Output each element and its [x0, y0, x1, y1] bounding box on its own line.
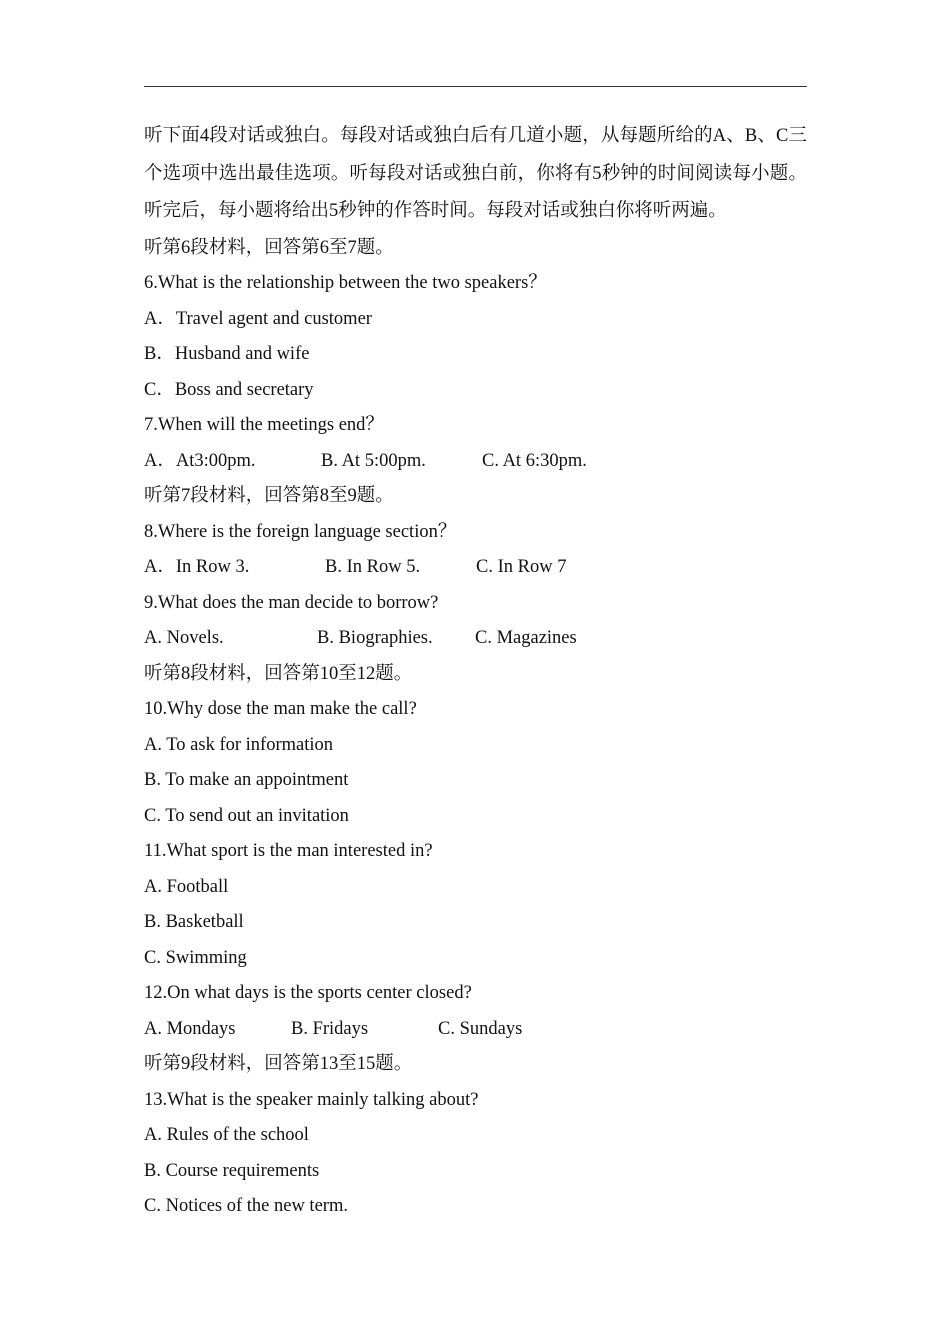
question-12-option-a: A. Mondays [144, 1018, 236, 1039]
question-9-option-c: C. Magazines [475, 628, 577, 648]
question-7-stem: 7.When will the meetings end？ [144, 415, 384, 435]
question-8-option-c: C. In Row 7 [476, 557, 567, 577]
question-7-options [144, 444, 807, 480]
question-11-stem: 11.What sport is the man interested in? [144, 841, 433, 861]
question-10-stem: 10.Why dose the man make the call? [144, 699, 417, 719]
question-9-option-b: B. Biographies. [317, 628, 433, 648]
question-13-option-a: A. Rules of the school [144, 1125, 309, 1145]
question-8-option-b: B. In Row 5. [325, 557, 421, 577]
question-12-option-b: B. Fridays [291, 1018, 369, 1039]
question-9-option-a: A. Novels. [144, 628, 224, 648]
question-12-option-c: C. Sundays [438, 1018, 523, 1039]
question-7-option-c: C. At 6:30pm. [482, 450, 587, 471]
question-8-option-a: A．In Row 3. [144, 557, 250, 577]
question-6-option-a: A．Travel agent and customer [144, 308, 372, 329]
question-10-option-b: B. To make an appointment [144, 770, 349, 790]
question-9-options [144, 621, 807, 657]
instructions-paragraph: 听下面4段对话或独白。每段对话或独白后有几道小题，从每题所给的A、B、C三个选项中选出最佳选项。听每段对话或独白前，你将有5秒钟的时间阅读每小题。听完后，每小题将给出5秒钟的作答时间。每段对话或独白你将听两遍。 [144, 126, 807, 221]
question-11-option-a: A. Football [144, 876, 229, 897]
question-12-stem: 12.On what days is the sports center closed? [144, 983, 472, 1003]
question-13-option-c: C. Notices of the new term. [144, 1196, 348, 1216]
question-7-option-a: A．At3:00pm. [144, 450, 256, 471]
question-11-option-b: B. Basketball [144, 912, 244, 932]
section-heading-8: 听第8段材料，回答第10至12题。 [144, 663, 413, 684]
question-7-option-b: B. At 5:00pm. [321, 450, 426, 471]
question-8-stem: 8.Where is the foreign language section？ [144, 521, 457, 542]
question-11-option-c: C. Swimming [144, 947, 247, 968]
question-12-options [144, 1012, 807, 1048]
question-8-options [144, 550, 807, 586]
listening-section [144, 118, 807, 1225]
question-10-option-c: C. To send out an invitation [144, 805, 349, 826]
question-6-stem: 6.What is the relationship between the two speakers？ [144, 273, 547, 293]
question-9-stem: 9.What does the man decide to borrow? [144, 592, 439, 613]
question-10-option-a: A. To ask for information [144, 734, 333, 755]
question-6-option-c: C．Boss and secretary [144, 379, 314, 400]
section-heading-7: 听第7段材料，回答第8至9题。 [144, 486, 394, 506]
section-heading-9: 听第9段材料，回答第13至15题。 [144, 1054, 413, 1074]
header-rule [144, 86, 807, 87]
question-6-option-b: B．Husband and wife [144, 344, 310, 364]
section-heading-6: 听第6段材料，回答第6至7题。 [144, 237, 394, 258]
question-13-option-b: B. Course requirements [144, 1160, 320, 1181]
question-13-stem: 13.What is the speaker mainly talking about? [144, 1089, 479, 1110]
